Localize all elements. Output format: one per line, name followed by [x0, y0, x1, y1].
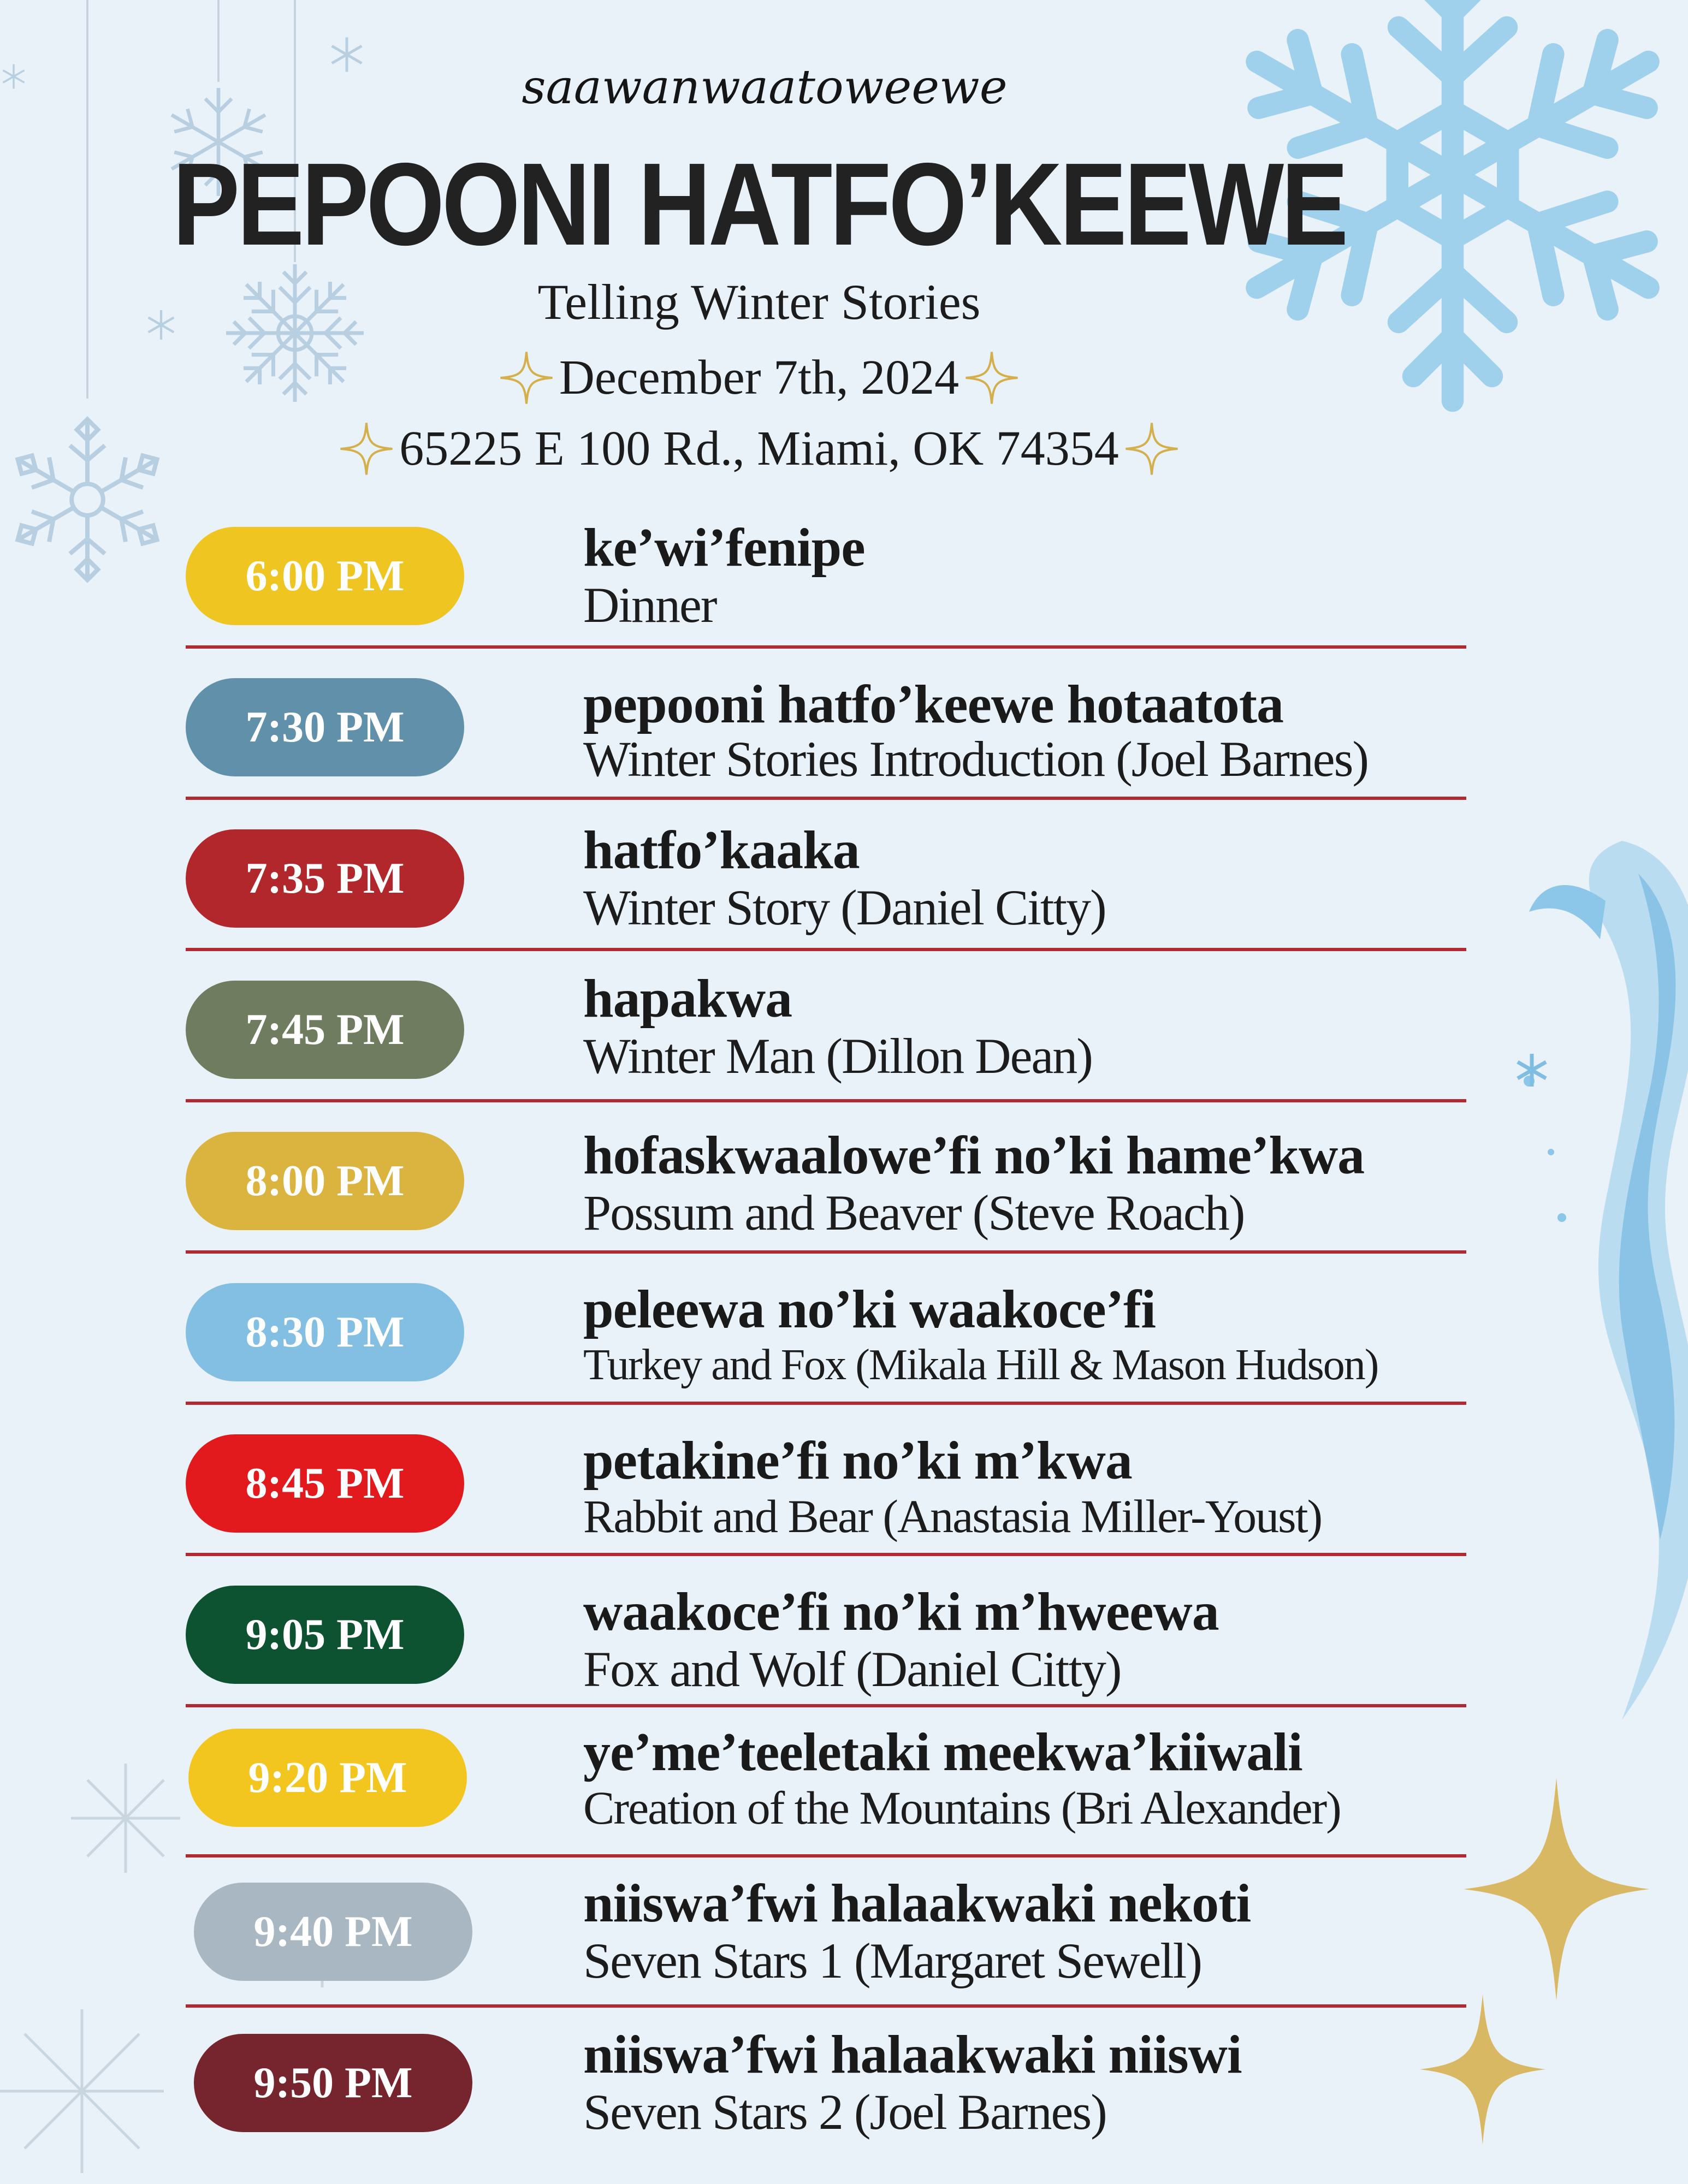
item-name: peleewa no’ki waakoce’fi — [583, 1279, 1156, 1339]
event-address: 65225 E 100 Rd., Miami, OK 74354 — [399, 422, 1119, 476]
language-subtitle: saawanwaatoweewe — [522, 60, 1008, 115]
schedule-item — [0, 1572, 1688, 1723]
row-divider — [186, 1553, 1466, 1556]
time-badge: 8:45 PM — [186, 1434, 464, 1533]
schedule-item — [0, 2026, 1688, 2177]
item-name: hatfo’kaaka — [583, 820, 860, 880]
time-badge: 8:30 PM — [186, 1283, 464, 1381]
item-name: waakoce’fi no’ki m’hweewa — [583, 1581, 1219, 1642]
item-description: Winter Man (Dillon Dean) — [583, 1028, 1092, 1084]
row-divider — [186, 1250, 1466, 1254]
time-badge: 8:00 PM — [186, 1132, 464, 1230]
schedule-item — [0, 1118, 1688, 1269]
item-description: Fox and Wolf (Daniel Citty) — [583, 1641, 1121, 1697]
row-divider — [186, 1099, 1466, 1102]
event-tagline: Telling Winter Stories — [537, 274, 981, 330]
item-description: Seven Stars 2 (Joel Barnes) — [583, 2084, 1106, 2140]
row-divider — [186, 1854, 1466, 1857]
item-description: Possum and Beaver (Steve Roach) — [583, 1185, 1245, 1241]
item-description: Turkey and Fox (Mikala Hill & Mason Hudson) — [583, 1341, 1378, 1389]
schedule-item — [0, 967, 1688, 1118]
row-divider — [186, 797, 1466, 800]
sparkle-icon — [1124, 422, 1179, 476]
time-badge: 7:35 PM — [186, 829, 464, 928]
schedule-item — [0, 1269, 1688, 1421]
item-name: hapakwa — [583, 968, 792, 1029]
item-description: Rabbit and Bear (Anastasia Miller-Youst) — [583, 1490, 1322, 1542]
item-name: niiswa’fwi halaakwaki nekoti — [583, 1873, 1251, 1933]
time-badge: 7:45 PM — [186, 981, 464, 1079]
sparkle-icon — [339, 422, 394, 476]
event-date-line — [0, 349, 1518, 406]
row-divider — [186, 645, 1466, 649]
item-name: hofaskwaalowe’fi no’ki hame’kwa — [583, 1125, 1365, 1185]
schedule-item — [0, 1421, 1688, 1572]
event-date: December 7th, 2024 — [559, 351, 960, 405]
item-name: pepooni hatfo’keewe hotaatota — [583, 674, 1284, 734]
item-description: Seven Stars 1 (Margaret Sewell) — [583, 1933, 1201, 1989]
time-badge: 6:00 PM — [186, 527, 464, 625]
row-divider — [186, 2004, 1466, 2008]
time-badge: 9:50 PM — [194, 2034, 472, 2132]
row-divider — [186, 1704, 1466, 1707]
schedule-item — [0, 513, 1688, 664]
item-description: Winter Stories Introduction (Joel Barnes) — [583, 731, 1369, 787]
schedule-item — [0, 1874, 1688, 2026]
time-badge: 9:20 PM — [188, 1729, 467, 1827]
sparkle-icon — [499, 351, 554, 405]
time-badge: 9:40 PM — [194, 1883, 472, 1981]
time-badge: 7:30 PM — [186, 678, 464, 776]
schedule-item — [0, 816, 1688, 967]
event-title: PEPOONI HATFO’KEEWE — [172, 138, 1346, 270]
item-name: ke’wi’fenipe — [583, 517, 865, 578]
item-description: Winter Story (Daniel Citty) — [583, 880, 1106, 935]
item-description: Dinner — [583, 577, 716, 633]
event-header — [0, 0, 1688, 491]
row-divider — [186, 948, 1466, 951]
row-divider — [186, 1402, 1466, 1405]
item-description: Creation of the Mountains (Bri Alexander) — [583, 1782, 1341, 1834]
schedule-item — [0, 1723, 1688, 1874]
item-name: petakine’fi no’ki m’kwa — [583, 1430, 1132, 1491]
event-address-line — [0, 420, 1518, 477]
item-name: niiswa’fwi halaakwaki niiswi — [583, 2024, 1242, 2085]
schedule-item — [0, 664, 1688, 816]
sparkle-icon — [964, 351, 1019, 405]
item-name: ye’me’teeletaki meekwa’kiiwali — [583, 1722, 1302, 1782]
time-badge: 9:05 PM — [186, 1586, 464, 1684]
